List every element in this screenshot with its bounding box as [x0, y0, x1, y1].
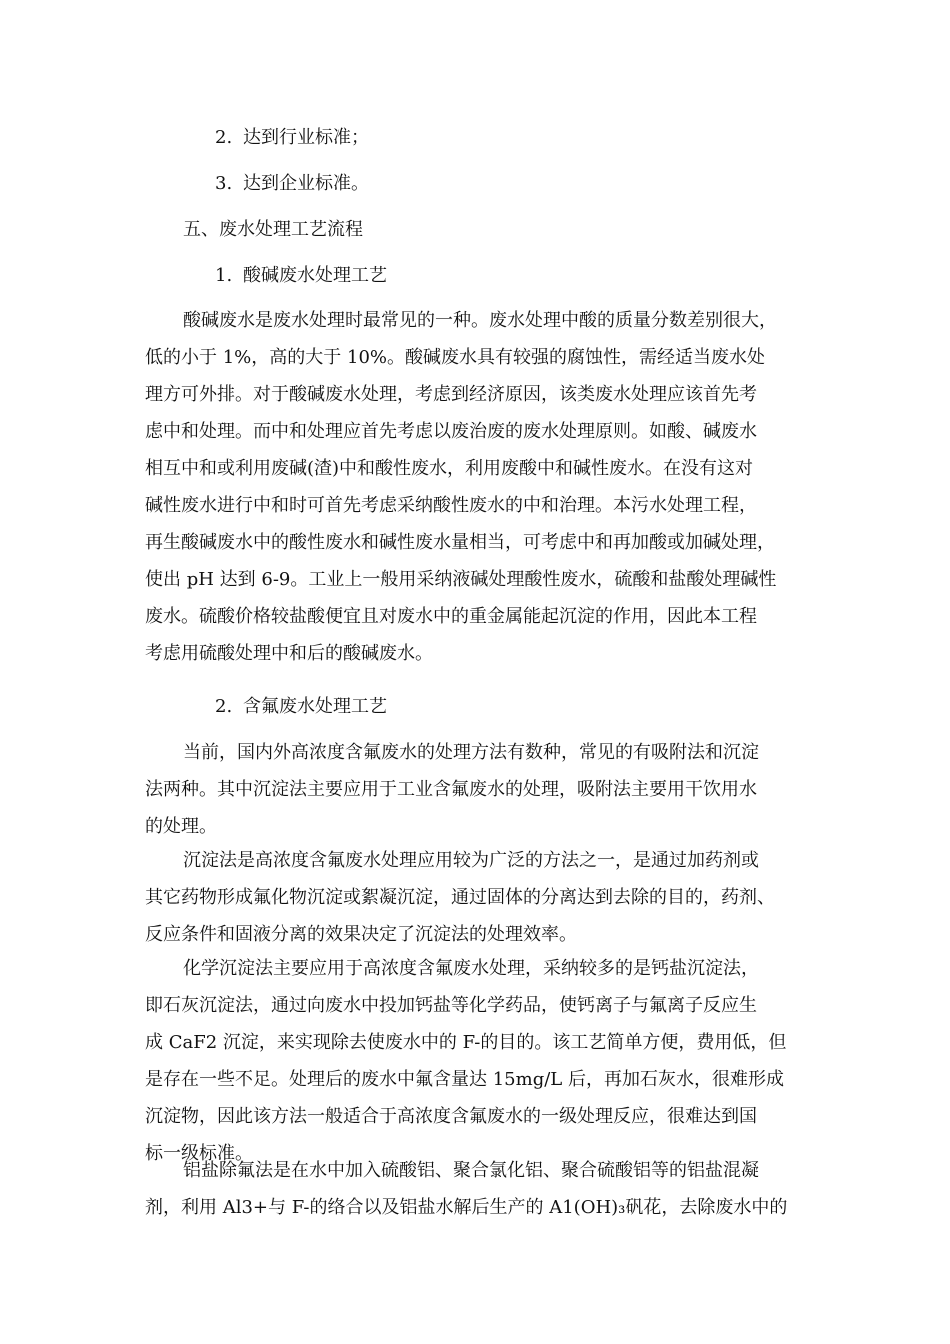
paragraph-line: 反应条件和固液分离的效果决定了沉淀法的处理效率。 [145, 924, 577, 945]
paragraph-line: 化学沉淀法主要应用于高浓度含氟废水处理，采纳较多的是钙盐沉淀法， [183, 958, 759, 979]
subsection-number: 2. [215, 696, 233, 717]
paragraph-line: 废水。硫酸价格较盐酸便宜且对废水中的重金属能起沉淀的作用，因此本工程 [145, 606, 757, 627]
list-item-number: 2. [215, 127, 233, 148]
paragraph-line: 虑中和处理。而中和处理应首先考虑以废治废的废水处理原则。如酸、碱废水 [145, 421, 757, 442]
list-item [215, 126, 369, 150]
paragraph-line: 标一级标准。 [145, 1143, 253, 1164]
section-heading: 五、废水处理工艺流程 [183, 219, 363, 240]
list-item-text: 达到企业标准。 [243, 173, 369, 194]
list-item-number: 3. [215, 173, 233, 194]
paragraph-line: 使出 pH 达到 6-9。工业上一般用采纳液碱处理酸性废水，硫酸和盐酸处理碱性 [145, 569, 777, 590]
paragraph-line: 当前，国内外高浓度含氟废水的处理方法有数种，常见的有吸附法和沉淀 [183, 742, 759, 763]
paragraph-line: 再生酸碱废水中的酸性废水和碱性废水量相当，可考虑中和再加酸或加碱处理， [145, 532, 775, 553]
paragraph-line: 低的小于 1%，高的大于 10%。酸碱废水具有较强的腐蚀性，需经适当废水处 [145, 347, 766, 368]
paragraph-line: 即石灰沉淀法，通过向废水中投加钙盐等化学药品，使钙离子与氟离子反应生 [145, 995, 757, 1016]
paragraph-line: 酸碱废水是废水处理时最常见的一种。废水处理中酸的质量分数差别很大， [183, 310, 777, 331]
list-item-text: 达到行业标准； [243, 127, 369, 148]
subsection-number: 1. [215, 265, 233, 286]
subsection-heading [215, 264, 387, 288]
paragraph-line: 铝盐除氟法是在水中加入硫酸铝、聚合氯化铝、聚合硫酸铝等的铝盐混凝 [183, 1160, 759, 1181]
subsection-title: 含氟废水处理工艺 [243, 696, 387, 717]
paragraph-line: 是存在一些不足。处理后的废水中氟含量达 15mg/L 后，再加石灰水，很难形成 [145, 1069, 784, 1090]
subsection-heading [215, 695, 387, 719]
paragraph-line: 剂，利用 Al3+与 F-的络合以及铝盐水解后生产的 A1(OH)₃矾花，去除废水中的 [145, 1197, 788, 1218]
paragraph-line: 沉淀物，因此该方法一般适合于高浓度含氟废水的一级处理反应，很难达到国 [145, 1106, 757, 1127]
paragraph-line: 法两种。其中沉淀法主要应用于工业含氟废水的处理，吸附法主要用干饮用水 [145, 779, 757, 800]
list-item [215, 172, 369, 196]
paragraph-line: 的处理。 [145, 816, 217, 837]
paragraph-line: 理方可外排。对于酸碱废水处理，考虑到经济原因，该类废水处理应该首先考 [145, 384, 757, 405]
subsection-title: 酸碱废水处理工艺 [243, 265, 387, 286]
paragraph-line: 碱性废水进行中和时可首先考虑采纳酸性废水的中和治理。本污水处理工程， [145, 495, 757, 516]
paragraph-line: 相互中和或利用废碱(渣)中和酸性废水，利用废酸中和碱性废水。在没有这对 [145, 458, 754, 479]
paragraph-line: 沉淀法是高浓度含氟废水处理应用较为广泛的方法之一，是通过加药剂或 [183, 850, 759, 871]
paragraph-line: 考虑用硫酸处理中和后的酸碱废水。 [145, 643, 433, 664]
paragraph-line: 成 CaF2 沉淀，来实现除去使废水中的 F-的目的。该工艺简单方便，费用低，但 [145, 1032, 787, 1053]
paragraph-line: 其它药物形成氟化物沉淀或絮凝沉淀，通过固体的分离达到去除的目的，药剂、 [145, 887, 775, 908]
